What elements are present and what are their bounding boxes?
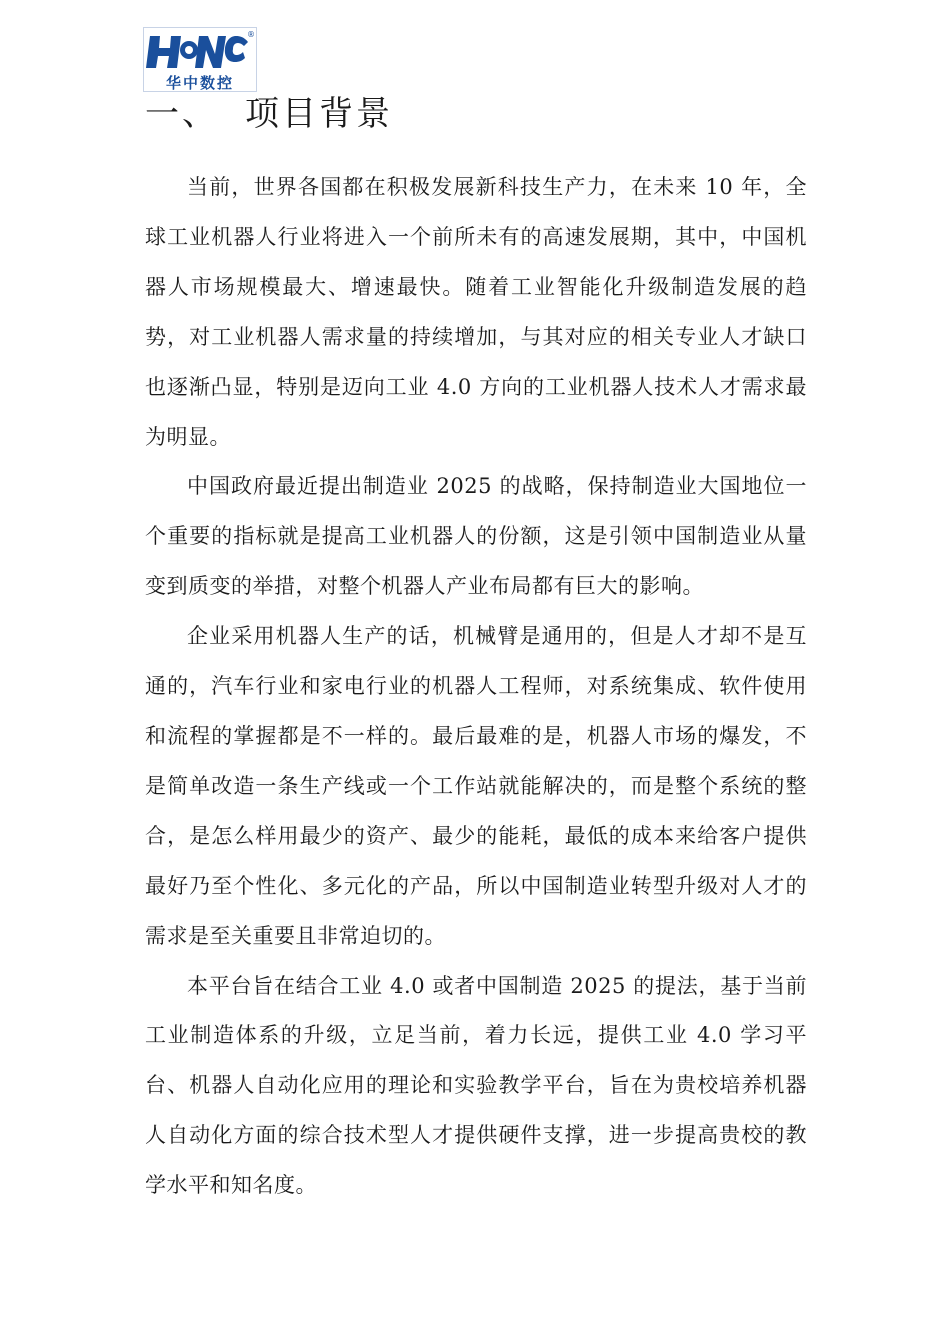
hnc-logo-icon [144, 28, 256, 91]
section-heading [145, 90, 393, 138]
section-title: 项目背景 [245, 94, 393, 134]
paragraph-4: 本平台旨在结合工业 4.0 或者中国制造 2025 的提法，基于当前工业制造体系的升级，立足当前，着力长远，提供工业 4.0 学习平台、机器人自动化应用的理论和实验教学平台，旨在为贵校培养机器人自动化方面的综合技术型人才提供硬件支撑，进一步提高贵校的教学水平和知名度。 [145, 973, 807, 1198]
section-number: 一、 [145, 94, 219, 134]
body-text [145, 163, 807, 1211]
paragraph-1: 当前，世界各国都在积极发展新科技生产力，在未来 10 年，全球工业机器人行业将进入一个前所未有的高速发展期，其中，中国机器人市场规模最大、增速最快。随着工业智能化升级制造发展的趋势，对工业机器人需求量的持续增加，与其对应的相关专业人才缺口也逐渐凸显，特别是迈向工业 4.0 方向的工业机器人技术人才需求最为明显。 [145, 175, 807, 449]
company-logo [143, 27, 257, 92]
logo-company-name: 华中数控 [165, 74, 235, 91]
paragraph-3: 企业采用机器人生产的话，机械臂是通用的，但是人才却不是互通的，汽车行业和家电行业的机器人工程师，对系统集成、软件使用和流程的掌握都是不一样的。最后最难的是，机器人市场的爆发，不是简单改造一条生产线或一个工作站就能解决的，而是整个系统的整合，是怎么样用最少的资产、最少的能耗，最低的成本来给客户提供最好乃至个性化、多元化的产品，所以中国制造业转型升级对人才的需求是至关重要且非常迫切的。 [145, 624, 807, 948]
paragraph-2: 中国政府最近提出制造业 2025 的战略，保持制造业大国地位一个重要的指标就是提高工业机器人的份额，这是引领中国制造业从量变到质变的举措，对整个机器人产业布局都有巨大的影响。 [145, 474, 807, 599]
svg-text:®: ® [247, 30, 255, 39]
